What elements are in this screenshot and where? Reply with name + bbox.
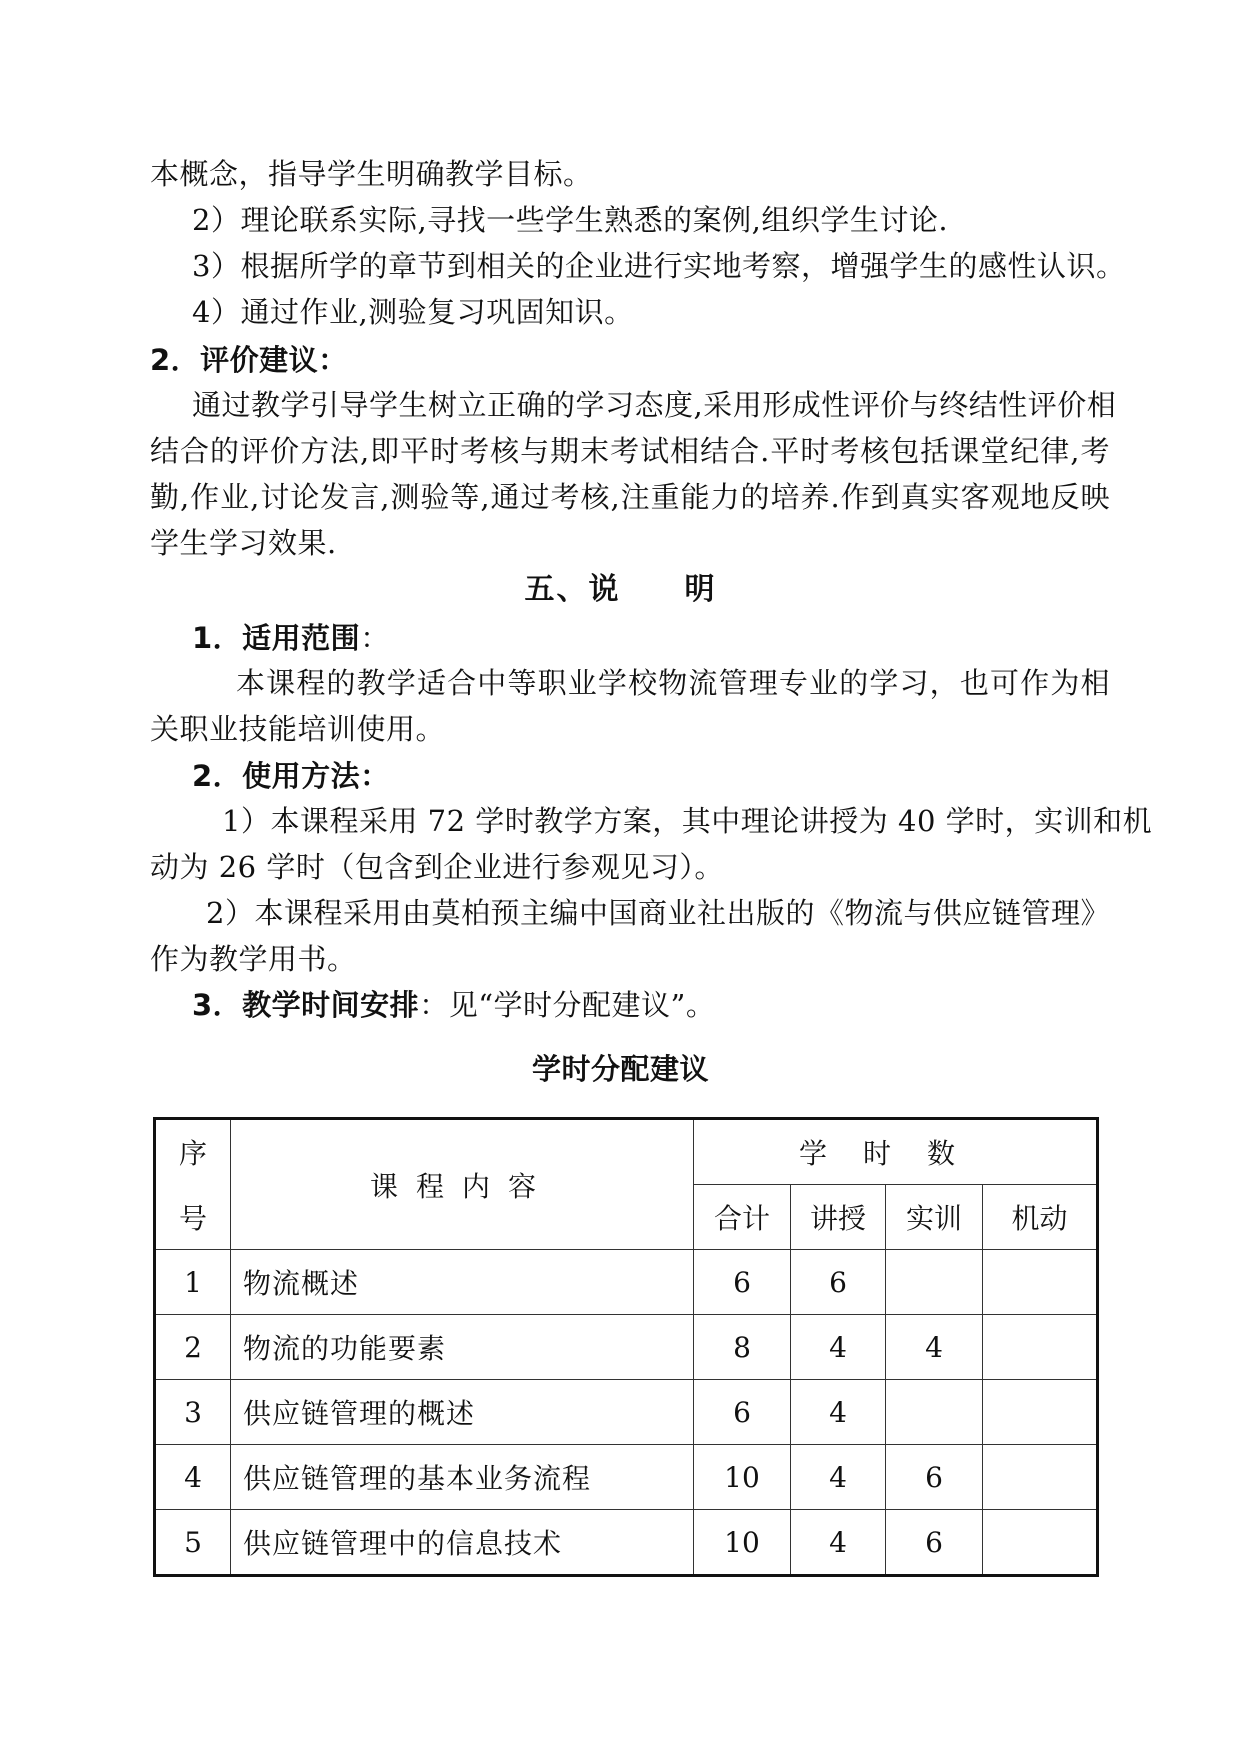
cell-seq: 3 [155,1380,231,1445]
paragraph-line: 关职业技能培训使用。 [150,712,446,746]
paragraph-line: 作为教学用书。 [150,942,357,976]
paragraph-line: 本概念，指导学生明确教学目标。 [150,157,593,191]
cell-total: 10 [694,1445,791,1510]
time-heading-line [192,983,1152,1027]
cell-lecture: 4 [791,1445,886,1510]
header-seq-bottom: 号 [155,1185,231,1250]
cell-flex [983,1250,1098,1315]
cell-lecture: 4 [791,1510,886,1576]
table-row [155,1380,1098,1445]
header-seq-top: 序 [155,1119,231,1185]
cell-practice: 4 [886,1315,983,1380]
paragraph-line: 1）本课程采用 72 学时教学方案，其中理论讲授为 40 学时，实训和机 [222,804,1153,838]
paragraph-line: 2）本课程采用由莫柏预主编中国商业社出版的《物流与供应链管理》 [206,896,1110,930]
cell-flex [983,1315,1098,1380]
paragraph-line: 3）根据所学的章节到相关的企业进行实地考察，增强学生的感性认识。 [192,249,1126,283]
time-text: ：见“学时分配建议”。 [419,988,716,1022]
cell-content: 供应链管理中的信息技术 [231,1510,694,1576]
paragraph-line: 本课程的教学适合中等职业学校物流管理专业的学习，也可作为相 [236,666,1110,700]
paragraph-line: 通过教学引导学生树立正确的学习态度,采用形成性评价与终结性评价相 [192,388,1117,422]
cell-content: 物流的功能要素 [231,1315,694,1380]
scope-colon: ： [360,621,390,655]
scope-heading-line [192,616,1152,660]
cell-seq: 2 [155,1315,231,1380]
section-title: 五、说 明 [524,572,717,607]
usage-heading: 2．使用方法： [192,759,390,793]
cell-content: 物流概述 [231,1250,694,1315]
hours-allocation-table [153,1117,1099,1577]
cell-practice [886,1380,983,1445]
table-row [155,1315,1098,1380]
cell-practice [886,1250,983,1315]
table-row [155,1250,1098,1315]
scope-heading: 1．适用范围 [192,621,361,655]
header-flex: 机动 [983,1185,1098,1250]
table-row [155,1445,1098,1510]
cell-flex [983,1510,1098,1576]
cell-flex [983,1380,1098,1445]
cell-practice: 6 [886,1510,983,1576]
cell-total: 10 [694,1510,791,1576]
time-heading: 3．教学时间安排 [192,988,420,1022]
evaluation-heading: 2．评价建议： [150,343,348,377]
cell-lecture: 4 [791,1380,886,1445]
cell-lecture: 4 [791,1315,886,1380]
header-total: 合计 [694,1185,791,1250]
cell-total: 6 [694,1250,791,1315]
cell-content: 供应链管理的概述 [231,1380,694,1445]
paragraph-line: 结合的评价方法,即平时考核与期末考试相结合.平时考核包括课堂纪律,考 [150,434,1110,468]
header-practice: 实训 [886,1185,983,1250]
cell-total: 8 [694,1315,791,1380]
cell-seq: 4 [155,1445,231,1510]
cell-content: 供应链管理的基本业务流程 [231,1445,694,1510]
header-lecture: 讲授 [791,1185,886,1250]
table-row [155,1510,1098,1576]
paragraph-line: 动为 26 学时（包含到企业进行参观见习）。 [150,850,724,884]
paragraph-line: 4）通过作业,测验复习巩固知识。 [192,295,634,329]
cell-lecture: 6 [791,1250,886,1315]
header-hours: 学时数 [694,1119,1098,1185]
cell-practice: 6 [886,1445,983,1510]
cell-seq: 1 [155,1250,231,1315]
table-title: 学时分配建议 [531,1052,709,1086]
paragraph-line: 2）理论联系实际,寻找一些学生熟悉的案例,组织学生讨论. [192,203,949,237]
cell-seq: 5 [155,1510,231,1576]
cell-total: 6 [694,1380,791,1445]
paragraph-line: 学生学习效果. [150,526,337,560]
header-content: 课程内容 [231,1119,694,1250]
table-header-row [155,1119,1098,1185]
cell-flex [983,1445,1098,1510]
paragraph-line: 勤,作业,讨论发言,测验等,通过考核,注重能力的培养.作到真实客观地反映 [150,480,1110,514]
